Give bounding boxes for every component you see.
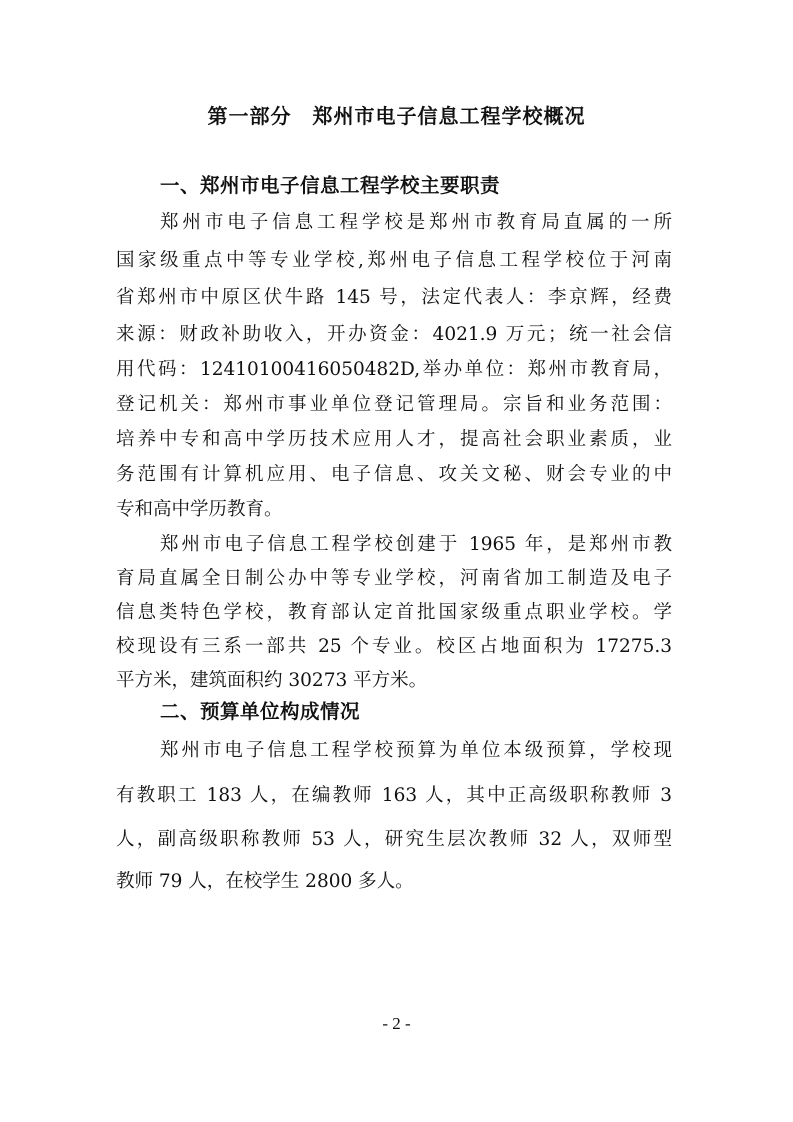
text-line: 国家级重点中等专业学校,郑州电子信息工程学校位于河南 xyxy=(116,250,672,271)
text-line: 信息类特色学校，教育部认定首批国家级重点职业学校。学 xyxy=(116,602,672,623)
text-line: 培养中专和高中学历技术应用人才，提高社会职业素质，业 xyxy=(116,429,672,450)
text-line: 用代码：12410100416050482D,举办单位：郑州市教育局， xyxy=(116,359,672,380)
text-line: 专和高中学历教育。 xyxy=(116,499,283,520)
text-line: 郑州市电子信息工程学校是郑州市教育局直属的一所 xyxy=(160,212,672,233)
section-2-heading: 二、预算单位构成情况 xyxy=(160,700,361,723)
text-line: 登记机关：郑州市事业单位登记管理局。宗旨和业务范围： xyxy=(116,394,672,415)
text-line: 校现设有三系一部共 25 个专业。校区占地面积为 17275.3 xyxy=(116,636,672,657)
text-line: 教师 79 人，在校学生 2800 多人。 xyxy=(116,871,414,892)
text-line: 郑州市电子信息工程学校预算为单位本级预算，学校现 xyxy=(160,740,672,761)
section-1-heading: 一、郑州市电子信息工程学校主要职责 xyxy=(160,174,501,197)
page-title: 第一部分 郑州市电子信息工程学校概况 xyxy=(207,104,586,128)
text-line: 务范围有计算机应用、电子信息、攻关文秘、财会专业的中 xyxy=(116,464,672,485)
text-line: 郑州市电子信息工程学校创建于 1965 年，是郑州市教 xyxy=(160,534,672,555)
text-line: 来源：财政补助收入，开办资金：4021.9 万元；统一社会信 xyxy=(116,324,672,345)
text-line: 有教职工 183 人，在编教师 163 人，其中正高级职称教师 3 xyxy=(116,785,672,806)
text-line: 省郑州市中原区伏牛路 145 号，法定代表人：李京辉，经费 xyxy=(116,287,672,308)
text-line: 人，副高级职称教师 53 人，研究生层次教师 32 人，双师型 xyxy=(116,829,672,850)
page-number: - 2 - xyxy=(382,1014,411,1033)
text-line: 平方米，建筑面积约 30273 平方米。 xyxy=(116,670,428,691)
text-line: 育局直属全日制公办中等专业学校，河南省加工制造及电子 xyxy=(116,568,672,589)
